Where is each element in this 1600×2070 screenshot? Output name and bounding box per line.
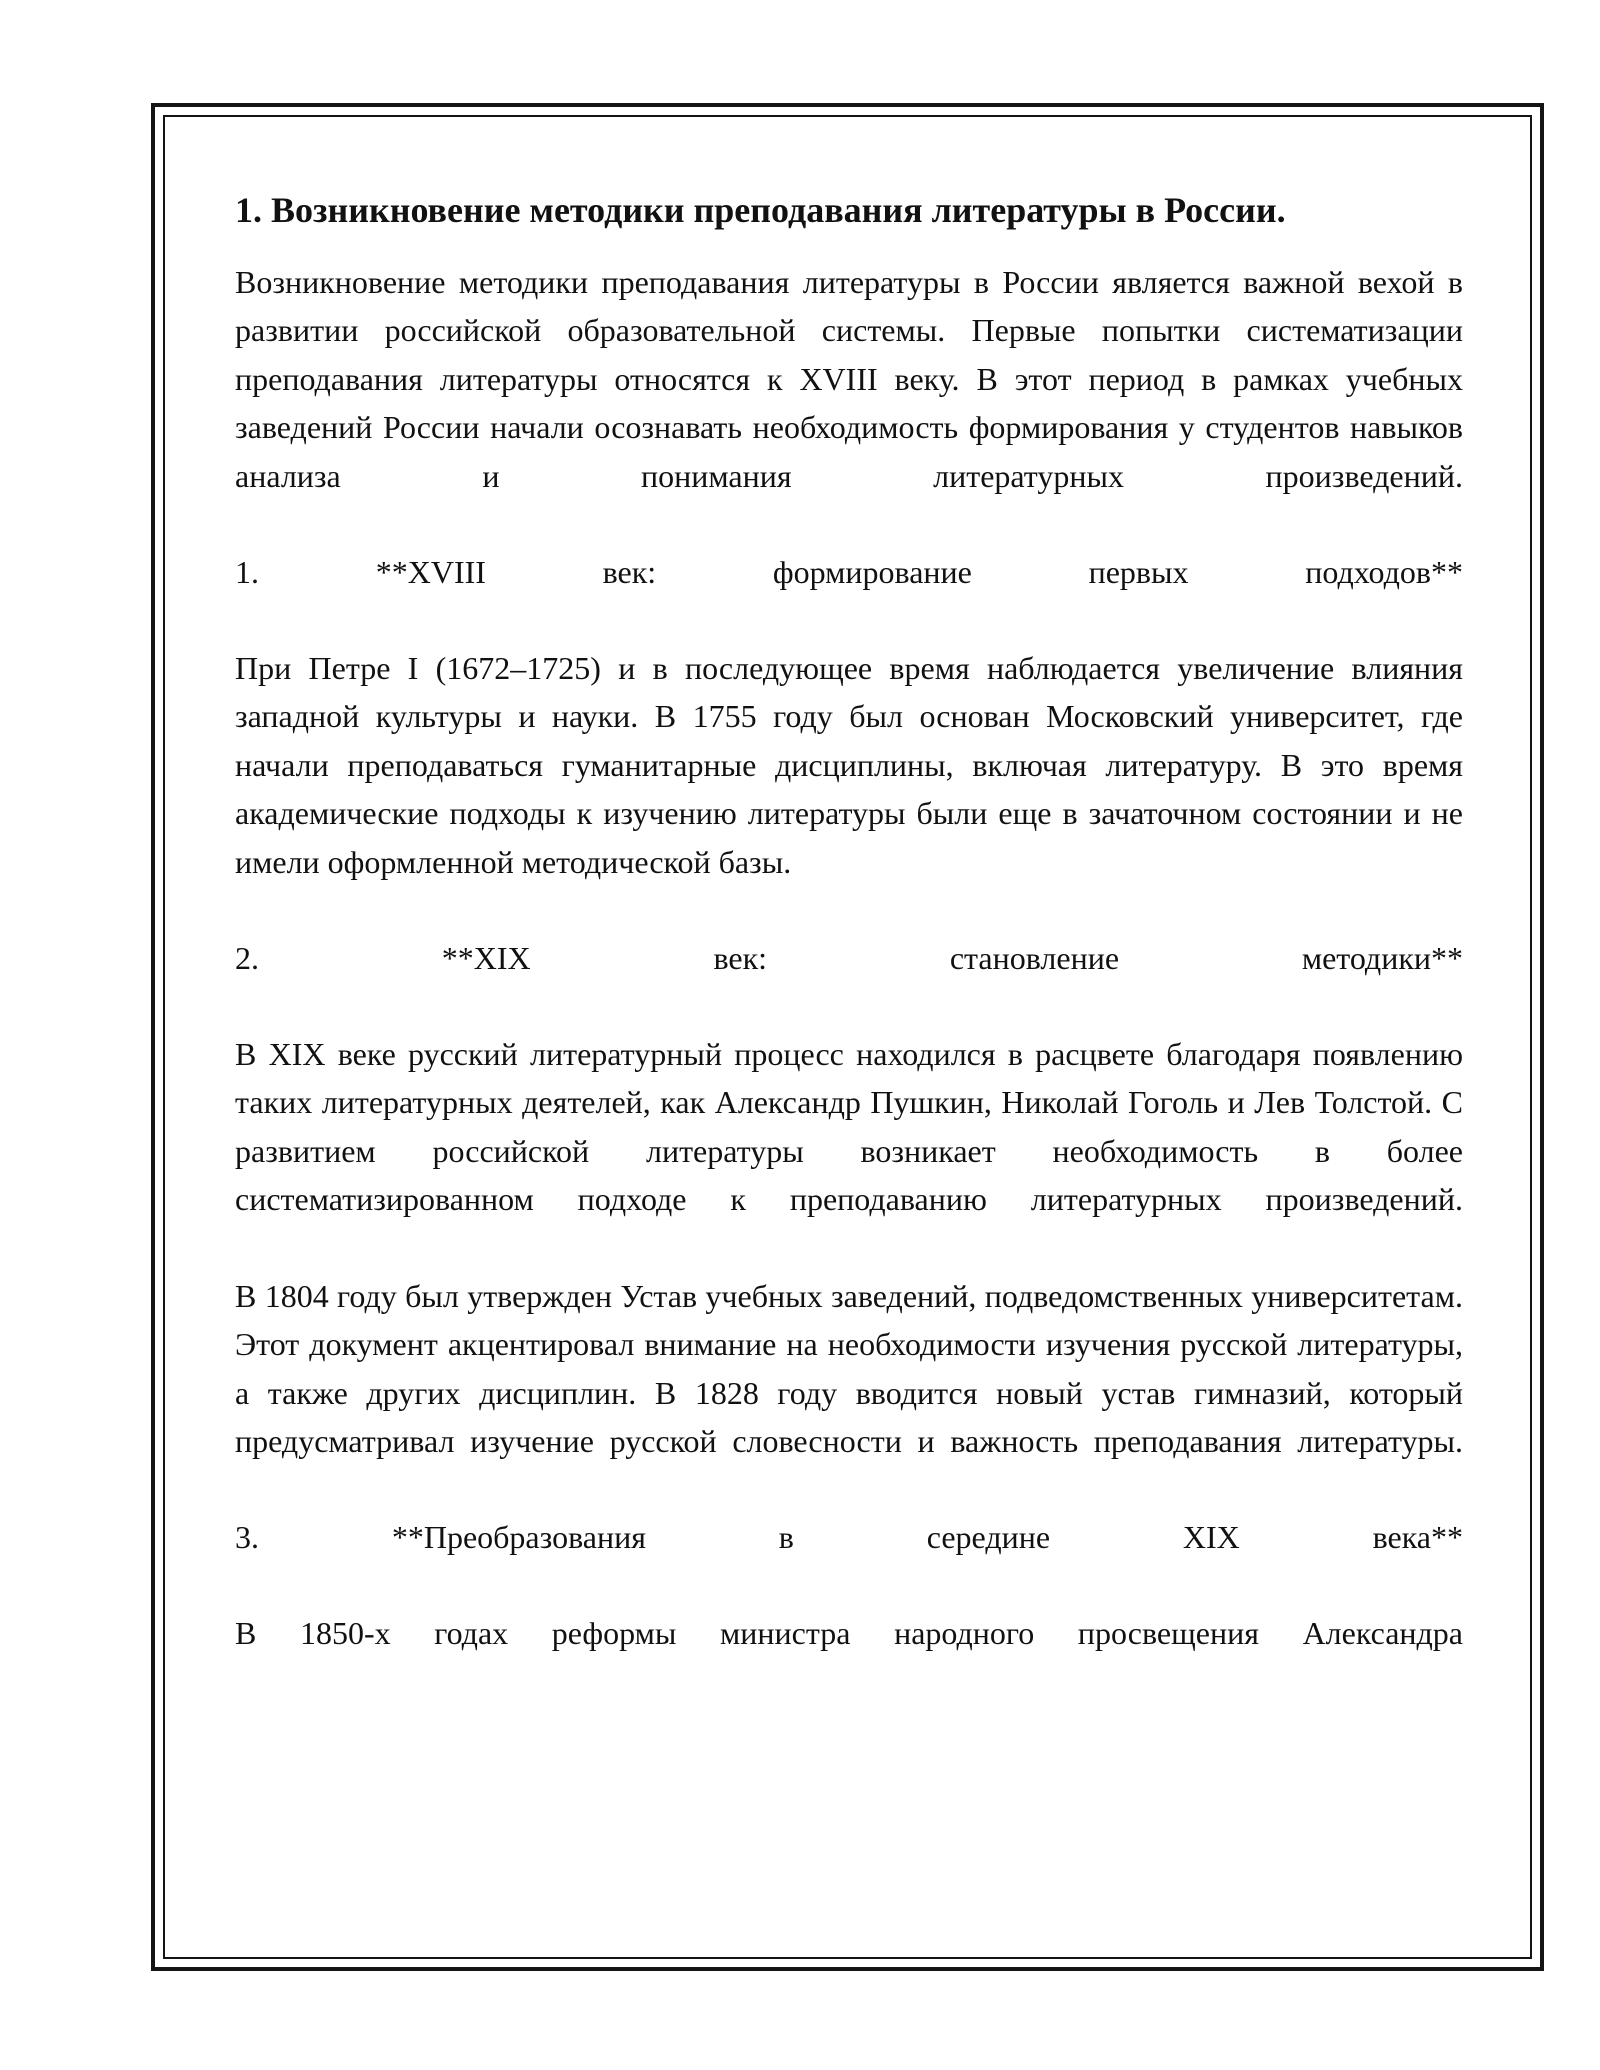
paragraph-1804-charter: В 1804 году был утвержден Устав учебных заведений, подведомственных университетам. Этот документ акцентировал внимание на необходимости изучения русской литературы, а также других дисциплин. В 1828 году вводится новый устав гимназий, который предусматривал изучение русской словесности и важность преподавания литературы. [235,1277,1463,1459]
list-item-heading-1: 1. **XVIII век: формирование первых подходов** [235,554,1463,591]
section-heading: 1. Возникновение методики преподавания литературы в России. [235,190,1286,230]
list-item-heading-3: 3. **Преобразования в середине XIX века** [235,1519,1463,1556]
list-item-heading-2: 2. **XIX век: становление методики** [235,940,1463,977]
document-body [235,186,1463,1658]
paragraph-intro: Возникновение методики преподавания литературы в России является важной вехой в развитии российской образовательной системы. Первые попытки систематизации преподавания литературы относятся к XVIII веку. В этот период в рамках учебных заведений России начали осознавать необходимость формирования у студентов навыков анализа и понимания литературных произведений. [235,264,1463,494]
paragraph-18th-century: При Петре I (1672–1725) и в последующее время наблюдается увеличение влияния западной культуры и науки. В 1755 году был основан Московский университет, где начали преподаваться гуманитарные дисциплины, включая литературу. В это время академические подходы к изучению литературы были еще в зачаточном состоянии и не имели оформленной методической базы. [235,650,1463,880]
paragraph-19th-century: В XIX веке русский литературный процесс находился в расцвете благодаря появлению таких литературных деятелей, как Александр Пушкин, Николай Гоголь и Лев Толстой. С развитием российской литературы возникает необходимость в более систематизированном подходе к преподаванию литературных произведений. [235,1036,1463,1218]
paragraph-1850s-reforms: В 1850-х годах реформы министра народного просвещения Александра [235,1615,1463,1652]
